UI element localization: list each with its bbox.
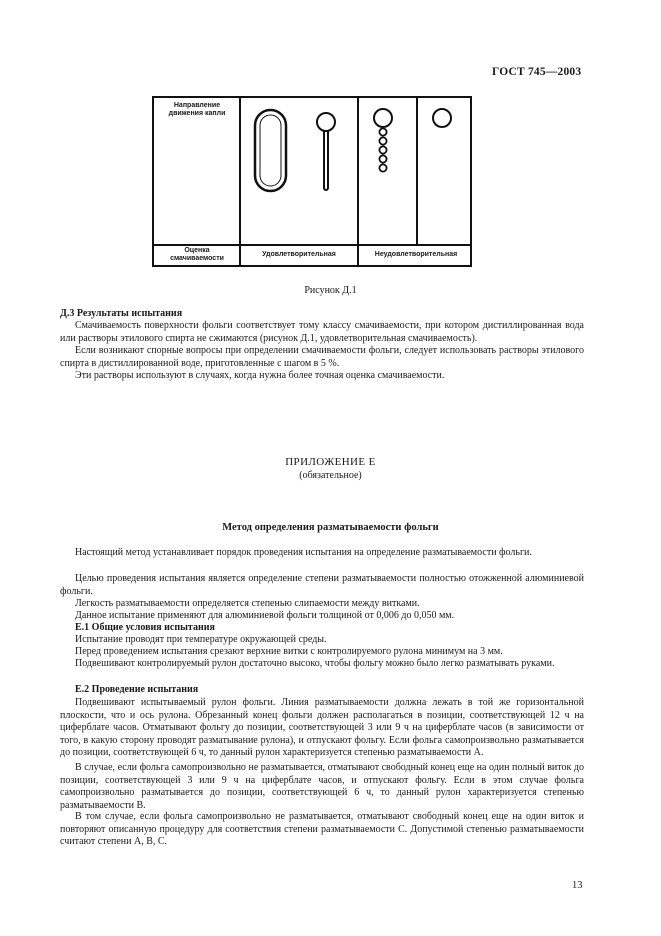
paragraph: Целью проведения испытания является определение степени разматываемости полностью отожженной алюминиевой фольги. [60,573,584,597]
paragraph: Эти растворы используют в случаях, когда нужна более точная оценка смачиваемости. [75,370,445,381]
broken-drop-small [379,137,386,144]
drop-shapes [154,98,470,265]
elongated-drop-inner [260,115,281,186]
assessment-label: Оценка смачиваемости [170,247,224,262]
unsatisfactory-label: Неудовлетворительная [374,251,458,258]
broken-drop-large [374,109,392,127]
section-heading: Е.1 Общие условия испытания [75,622,215,633]
section-heading: Д.3 Результаты испытания [60,308,183,319]
round-drop-shape [433,109,451,127]
broken-drop-small [379,146,386,153]
appendix-status: (обязательное) [299,470,362,481]
paragraph: В том случае, если фольга самопроизвольно не разматывается, отматывают свободный конец еще на один виток и повторяют описанную процедуру для соответствия степени разматываемости С. Допустимой степенью разматываемости считают степени А, В, С. [60,811,584,848]
paragraph: Легкость разматываемости определяется степенью слипаемости между витками. [75,598,420,609]
keyhole-drop-shape [317,113,335,190]
wettability-figure [152,96,472,267]
figure-caption: Рисунок Д.1 [304,285,357,296]
direction-label: Направление движения капли [168,102,226,117]
page-number: 13 [572,880,583,891]
method-title: Метод определения разматываемости фольги [222,522,439,533]
paragraph: Подвешивают испытываемый рулон фольги. Линия разматываемости должна лежать в той же горизонтальной плоскости, что и ось рулона. Обрезанный конец фольги должен располагаться в позиции, соответствующей 12 ч на циферблате часов. Отматывают фольгу до позиции, соответствующей 3 или 9 ч на циферблате часов (в зависимости от того, в какую сторону проводят разматывание рулона), и отпускают фольгу. Если фольга самопроизвольно разматывается до позиции, соответствующей 6 ч, то данный рулон характеризуется степенью разматываемости А. [60,697,584,759]
paragraph: Перед проведением испытания срезают верхние витки с контролируемого рулона минимум на 3 мм. [75,646,503,657]
appendix-title: ПРИЛОЖЕНИЕ Е [285,456,376,468]
section-heading: Е.2 Проведение испытания [75,684,199,695]
paragraph: Подвешивают контролируемый рулон достаточно высоко, чтобы фольгу можно было легко разматывать руками. [75,658,555,669]
broken-drop-small [379,155,386,162]
paragraph: Настоящий метод устанавливает порядок проведения испытания на определение разматываемости фольги. [75,547,532,558]
satisfactory-label: Удовлетворительная [262,251,336,258]
broken-drop-small [379,164,386,171]
paragraph: Данное испытание применяют для алюминиевой фольги толщиной от 0,006 до 0,050 мм. [75,610,455,621]
paragraph: Смачиваемость поверхности фольги соответствует тому классу смачиваемости, при котором дистиллированная вода или растворы этилового спирта не сжимаются (рисунок Д.1, удовлетворительная смачиваемость). [60,320,584,344]
broken-drop-small [379,128,386,135]
document-header: ГОСТ 745—2003 [492,66,582,78]
paragraph: Если возникают спорные вопросы при определении смачиваемости фольги, следует использовать растворы этилового спирта в дистиллированной воде, приготовленные с шагом в 5 %. [60,345,584,369]
paragraph: Испытание проводят при температуре окружающей среды. [75,634,327,645]
paragraph: В случае, если фольга самопроизвольно не разматывается, отматывают свободный конец еще на один полный виток до позиции, соответствующей 3 или 9 ч на циферблате часов, и отпускают фольгу. Если в этом случае фольга самопроизвольно разматывается до позиции, соответствующей 6 ч, то данный рулон характеризуется степенью разматываемости В. [60,762,584,811]
